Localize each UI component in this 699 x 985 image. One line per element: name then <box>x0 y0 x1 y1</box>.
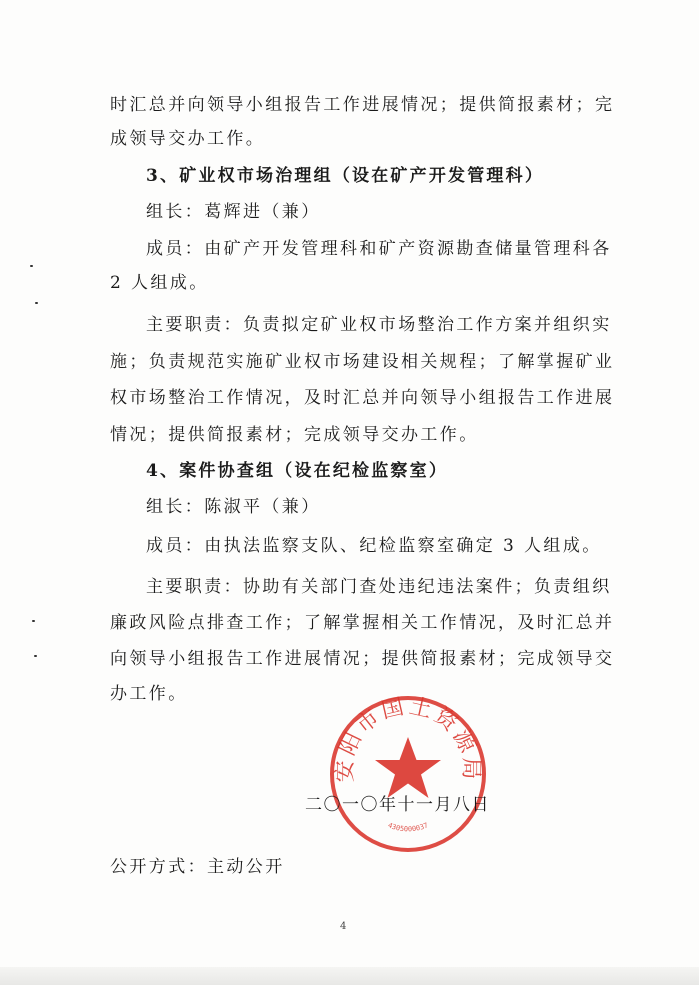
official-seal-icon <box>327 693 489 855</box>
body-line: 办工作。 <box>110 684 188 704</box>
body-line: 组长：陈淑平（兼） <box>146 497 321 517</box>
seal-text: 安阳市国土资源局 <box>332 694 484 783</box>
body-line: 时汇总并向领导小组报告工作进展情况；提供简报素材；完 <box>110 95 615 115</box>
section-heading: 3、矿业权市场治理组（设在矿产开发管理科） <box>146 166 545 186</box>
body-line: 成领导交办工作。 <box>110 129 266 149</box>
body-line: 廉政风险点排查工作；了解掌握相关工作情况，及时汇总并 <box>110 613 615 633</box>
page-number: 4 <box>340 921 347 932</box>
body-line: 情况；提供简报素材；完成领导交办工作。 <box>110 425 479 445</box>
body-line: 成员：由矿产开发管理科和矿产资源勘查储量管理科各 <box>146 239 612 259</box>
body-line: 施；负责规范实施矿业权市场建设相关规程；了解掌握矿业 <box>110 352 615 372</box>
body-line: 主要职责：协助有关部门查处违纪违法案件；负责组织 <box>146 577 612 597</box>
body-line: 成员：由执法监察支队、纪检监察室确定 3 人组成。 <box>146 536 602 556</box>
scan-bottom-edge <box>0 967 699 985</box>
seal-code: 4305000037 <box>386 821 430 834</box>
scan-speck <box>34 655 37 657</box>
svg-text:4305000037 <box>387 821 430 833</box>
body-line: 组长：葛辉进（兼） <box>146 202 321 222</box>
body-line: 主要职责：负责拟定矿业权市场整治工作方案并组织实 <box>146 315 612 335</box>
scan-speck <box>35 302 38 304</box>
scan-speck <box>30 265 33 267</box>
body-line: 2 人组成。 <box>110 273 209 293</box>
section-heading: 4、案件协查组（设在纪检监察室） <box>146 461 449 481</box>
document-date: 二〇一〇年十一月八日 <box>305 795 490 815</box>
scan-speck <box>32 620 35 622</box>
body-line: 权市场整治工作情况，及时汇总并向领导小组报告工作进展 <box>110 388 615 408</box>
disclosure-method: 公开方式：主动公开 <box>110 857 285 877</box>
body-line: 向领导小组报告工作进展情况；提供简报素材；完成领导交 <box>110 649 615 669</box>
